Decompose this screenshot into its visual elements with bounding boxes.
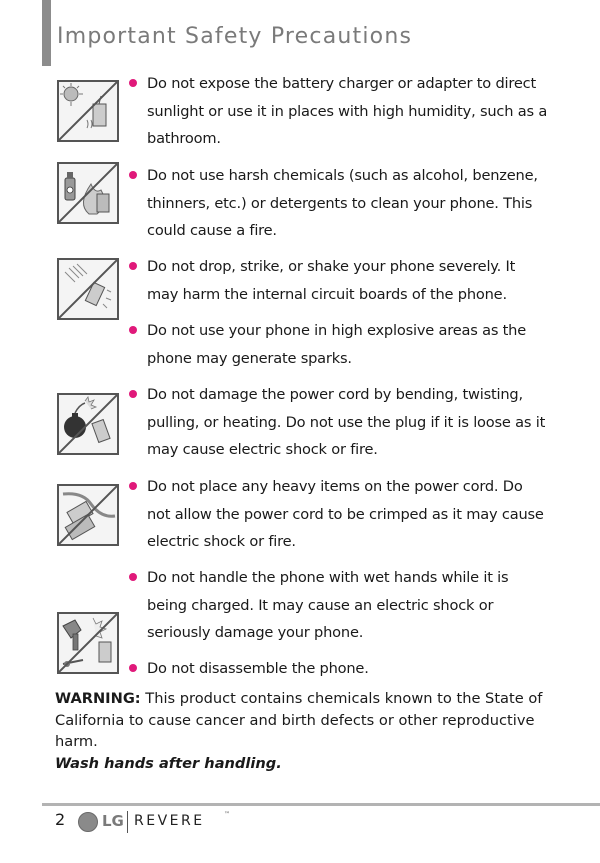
precaution-text: Do not expose the battery charger or adapter to direct sunlight or use it in places with high humidity, such as a bathroom. [147, 75, 548, 147]
precaution-text: Do not use your phone in high explosive areas as the phone may generate sparks. [147, 322, 527, 367]
precaution-text: Do not drop, strike, or shake your phone severely. It may harm the internal circuit boards of the phone. [147, 258, 516, 303]
lg-wordmark: LG [102, 812, 124, 830]
bullet-dot [129, 79, 137, 87]
bullet-dot [129, 482, 137, 490]
precaution-text: Do not disassemble the phone. [147, 660, 369, 677]
precaution-item [129, 381, 549, 464]
bent-cord-prohibited-icon [57, 484, 119, 546]
precaution-text: Do not place any heavy items on the power cord. Do not allow the power cord to be crimped as it may cause electric shock or fire. [147, 478, 544, 550]
warning-label: WARNING: [55, 690, 141, 707]
logo-divider [127, 811, 128, 833]
page-number: 2 [55, 810, 66, 829]
title-accent-bar [42, 0, 51, 66]
bullet-dot [129, 390, 137, 398]
precaution-text: Do not use harsh chemicals (such as alcohol, benzene, thinners, etc.) or detergents to clean your phone. This could cause a fire. [147, 167, 538, 239]
precaution-item [129, 162, 549, 245]
precaution-text: Do not damage the power cord by bending, twisting, pulling, or heating. Do not use the plug if it is loose as it may cause electric shock or fire. [147, 386, 546, 458]
bullet-dot [129, 326, 137, 334]
precaution-item [129, 317, 549, 372]
precaution-item [129, 70, 549, 153]
chemicals-fire-prohibited-icon [57, 162, 119, 224]
prop65-warning [55, 688, 555, 774]
bullet-dot [129, 573, 137, 581]
warning-text: This product contains chemicals known to the State of California to cause cancer and birth defects or other reproductive harm. [55, 690, 543, 750]
precaution-item [129, 655, 549, 683]
bullet-dot [129, 262, 137, 270]
product-name: REVERE [134, 813, 205, 829]
precaution-text: Do not handle the phone with wet hands while it is being charged. It may cause an electric shock or seriously damage your phone. [147, 569, 509, 641]
precaution-item [129, 473, 549, 556]
trademark-symbol: ™ [224, 811, 230, 818]
lg-logo-icon [78, 812, 98, 832]
page-title: Important Safety Precautions [57, 24, 413, 49]
bullet-dot [129, 664, 137, 672]
bullet-dot [129, 171, 137, 179]
wash-hands-notice: Wash hands after handling. [55, 754, 282, 772]
footer-rule [42, 803, 600, 806]
explosive-area-prohibited-icon [57, 393, 119, 455]
wet-hands-charging-prohibited-icon [57, 612, 119, 674]
precaution-item [129, 253, 549, 308]
precaution-item [129, 564, 549, 647]
drop-phone-prohibited-icon [57, 258, 119, 320]
sunlight-humidity-prohibited-icon [57, 80, 119, 142]
